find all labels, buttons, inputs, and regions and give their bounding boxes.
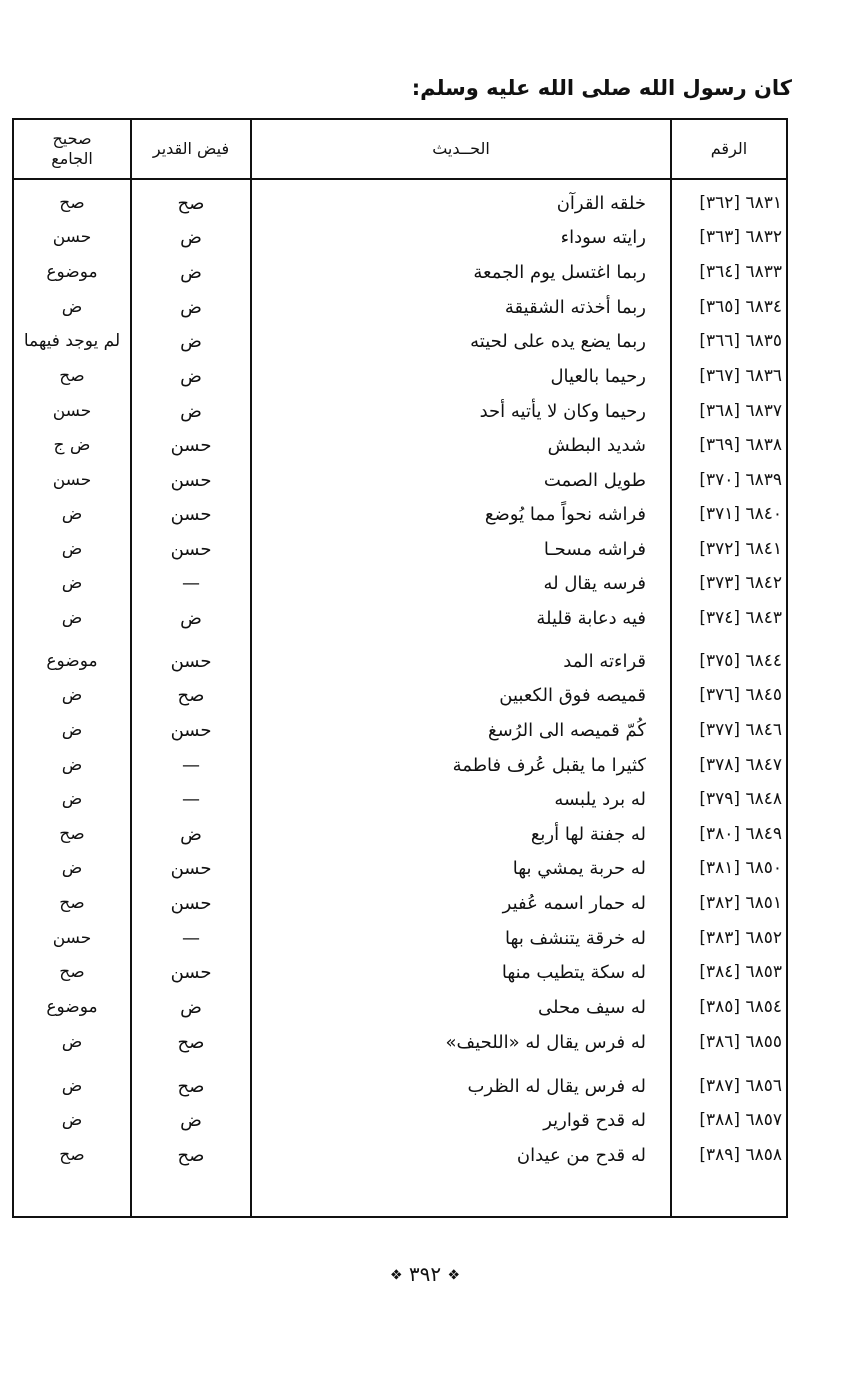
faid-grade: ض <box>180 400 202 422</box>
sahih-grade: ض <box>61 1032 83 1052</box>
sahih-grade: صح <box>59 193 85 213</box>
faid-grade: صح <box>177 1031 205 1053</box>
table-row <box>14 428 786 462</box>
table-row <box>14 955 786 989</box>
sahih-grade: صح <box>59 1145 85 1165</box>
sahih-grade: موضوع <box>46 651 98 671</box>
header-number <box>670 120 788 178</box>
hadith-text: رحيما بالعيال <box>550 365 646 387</box>
hadith-number: ٦٨٥٥ [٣٨٦] <box>699 1032 782 1052</box>
table-row <box>14 1103 786 1137</box>
sahih-grade: ض <box>61 504 83 524</box>
table-row <box>14 851 786 885</box>
sahih-grade: ض ج <box>53 435 91 455</box>
hadith-number: ٦٨٤٦ [٣٧٧] <box>699 720 782 740</box>
hadith-table <box>12 118 788 1218</box>
hadith-text: له فرس يقال له «اللحيف» <box>445 1031 646 1053</box>
table-row <box>14 1069 786 1103</box>
hadith-text: شديد البطش <box>547 434 646 456</box>
table-row <box>14 497 786 531</box>
hadith-number: ٦٨٣٢ [٣٦٣] <box>699 227 782 247</box>
hadith-number: ٦٨٣٤ [٣٦٥] <box>699 297 782 317</box>
header-sahih-line1: صحيح <box>52 129 92 148</box>
page-number-label: ٣٩٢ <box>408 1262 442 1286</box>
hadith-text: فراشه نحواً مما يُوضع <box>484 503 646 525</box>
hadith-number: ٦٨٣١ [٣٦٢] <box>699 193 782 213</box>
faid-grade: حسن <box>170 434 212 456</box>
hadith-text: له حمار اسمه عُفير <box>502 892 646 914</box>
header-number-label: الرقم <box>710 139 748 158</box>
faid-grade: حسن <box>170 892 212 914</box>
sahih-grade: حسن <box>52 928 92 948</box>
hadith-number: ٦٨٤٩ [٣٨٠] <box>699 824 782 844</box>
hadith-number: ٦٨٥٤ [٣٨٥] <box>699 997 782 1017</box>
hadith-number: ٦٨٥٨ [٣٨٩] <box>699 1145 782 1165</box>
hadith-number: ٦٨٥٦ [٣٨٧] <box>699 1076 782 1096</box>
hadith-text: له سيف محلى <box>538 996 646 1018</box>
table-row <box>14 1025 786 1059</box>
sahih-grade: لم يوجد فيهما <box>23 331 121 351</box>
hadith-text: له جفنة لها أربع <box>530 823 646 845</box>
header-faid <box>132 120 250 178</box>
hadith-number: ٦٨٥٣ [٣٨٤] <box>699 962 782 982</box>
table-row <box>14 186 786 220</box>
header-sahih-line2: الجامع <box>51 149 93 168</box>
hadith-text: له خرقة يتنشف بها <box>505 927 646 949</box>
header-hadith-label: الحــديث <box>432 139 490 158</box>
faid-grade: ض <box>180 1109 202 1131</box>
sahih-grade: صح <box>59 824 85 844</box>
sahih-grade: ض <box>61 789 83 809</box>
hadith-number: ٦٨٣٦ [٣٦٧] <box>699 366 782 386</box>
faid-grade: صح <box>177 1144 205 1166</box>
hadith-text: له برد يلبسه <box>554 788 646 810</box>
faid-grade: — <box>182 927 200 949</box>
hadith-text: فراشه مسحـا <box>543 538 646 560</box>
table-row <box>14 990 786 1024</box>
faid-grade: حسن <box>170 469 212 491</box>
table-row <box>14 921 786 955</box>
hadith-number: ٦٨٥٠ [٣٨١] <box>699 858 782 878</box>
table-row <box>14 644 786 678</box>
hadith-text: له قدح قوارير <box>543 1109 646 1131</box>
faid-grade: ض <box>180 261 202 283</box>
page-heading: كان رسول الله صلى الله عليه وسلم: <box>411 76 792 100</box>
table-row <box>14 394 786 428</box>
sahih-grade: حسن <box>52 401 92 421</box>
faid-grade: حسن <box>170 503 212 525</box>
ornament-icon: ❖ <box>389 1267 403 1284</box>
table-row <box>14 748 786 782</box>
sahih-grade: موضوع <box>46 262 98 282</box>
sahih-grade: ض <box>61 1110 83 1130</box>
faid-grade: ض <box>180 365 202 387</box>
hadith-text: ربما اغتسل يوم الجمعة <box>473 261 646 283</box>
faid-grade: ض <box>180 330 202 352</box>
ornament-icon: ❖ <box>447 1267 461 1284</box>
table-row <box>14 782 786 816</box>
hadith-text: رحيما وكان لا يأتيه أحد <box>479 400 646 422</box>
table-row <box>14 324 786 358</box>
hadith-text: طويل الصمت <box>543 469 646 491</box>
hadith-text: له فرس يقال له الظرب <box>467 1075 646 1097</box>
sahih-grade: صح <box>59 893 85 913</box>
faid-grade: — <box>182 572 200 594</box>
hadith-number: ٦٨٤٠ [٣٧١] <box>699 504 782 524</box>
table-row <box>14 817 786 851</box>
sahih-grade: موضوع <box>46 997 98 1017</box>
faid-grade: ض <box>180 296 202 318</box>
faid-grade: — <box>182 788 200 810</box>
table-row <box>14 678 786 712</box>
hadith-number: ٦٨٤٣ [٣٧٤] <box>699 608 782 628</box>
hadith-number: ٦٨٥١ [٣٨٢] <box>699 893 782 913</box>
hadith-number: ٦٨٣٨ [٣٦٩] <box>699 435 782 455</box>
header-faid-label: فيض القدير <box>152 139 230 158</box>
faid-grade: حسن <box>170 538 212 560</box>
table-row <box>14 713 786 747</box>
hadith-text: ربما أخذته الشقيقة <box>504 296 646 318</box>
hadith-text: قراءته المد <box>563 650 646 672</box>
sahih-grade: ض <box>61 608 83 628</box>
hadith-text: قميصه فوق الكعبين <box>499 684 646 706</box>
sahih-grade: حسن <box>52 470 92 490</box>
sahih-grade: صح <box>59 366 85 386</box>
faid-grade: — <box>182 754 200 776</box>
hadith-number: ٦٨٤٤ [٣٧٥] <box>699 651 782 671</box>
sahih-grade: ض <box>61 573 83 593</box>
table-row <box>14 532 786 566</box>
table-row <box>14 290 786 324</box>
hadith-number: ٦٨٥٧ [٣٨٨] <box>699 1110 782 1130</box>
hadith-text: كثيرا ما يقبل عُرف فاطمة <box>452 754 646 776</box>
sahih-grade: ض <box>61 539 83 559</box>
hadith-number: ٦٨٣٩ [٣٧٠] <box>699 470 782 490</box>
table-row <box>14 463 786 497</box>
sahih-grade: ض <box>61 297 83 317</box>
faid-grade: صح <box>177 684 205 706</box>
page-number <box>0 1262 850 1286</box>
faid-grade: صح <box>177 1075 205 1097</box>
faid-grade: حسن <box>170 857 212 879</box>
faid-grade: ض <box>180 996 202 1018</box>
header-sahih <box>14 120 130 178</box>
hadith-text: كُمّ قميصه الى الرُسغ <box>488 719 646 741</box>
table-row <box>14 1138 786 1172</box>
hadith-number: ٦٨٣٧ [٣٦٨] <box>699 401 782 421</box>
sahih-grade: حسن <box>52 227 92 247</box>
hadith-text: خلقه القرآن <box>556 192 646 214</box>
faid-grade: ض <box>180 823 202 845</box>
sahih-grade: ض <box>61 755 83 775</box>
table-row <box>14 220 786 254</box>
sahih-grade: ض <box>61 685 83 705</box>
hadith-number: ٦٨٣٣ [٣٦٤] <box>699 262 782 282</box>
hadith-text: فرسه يقال له <box>543 572 646 594</box>
header-divider <box>14 178 786 180</box>
table-row <box>14 886 786 920</box>
hadith-number: ٦٨٤٢ [٣٧٣] <box>699 573 782 593</box>
hadith-number: ٦٨٤١ [٣٧٢] <box>699 539 782 559</box>
sahih-grade: ض <box>61 720 83 740</box>
table-row <box>14 255 786 289</box>
faid-grade: حسن <box>170 961 212 983</box>
hadith-text: له سكة يتطيب منها <box>501 961 646 983</box>
header-hadith <box>252 120 670 178</box>
table-row <box>14 566 786 600</box>
faid-grade: ض <box>180 226 202 248</box>
hadith-number: ٦٨٤٧ [٣٧٨] <box>699 755 782 775</box>
hadith-number: ٦٨٤٥ [٣٧٦] <box>699 685 782 705</box>
hadith-text: رايته سوداء <box>560 226 646 248</box>
hadith-text: له حربة يمشي بها <box>512 857 646 879</box>
hadith-text: له قدح من عيدان <box>516 1144 646 1166</box>
sahih-grade: ض <box>61 858 83 878</box>
hadith-number: ٦٨٤٨ [٣٧٩] <box>699 789 782 809</box>
faid-grade: ض <box>180 607 202 629</box>
faid-grade: حسن <box>170 650 212 672</box>
hadith-text: فيه دعابة قليلة <box>536 607 646 629</box>
hadith-text: ربما يضع يده على لحيته <box>470 330 646 352</box>
hadith-number: ٦٨٥٢ [٣٨٣] <box>699 928 782 948</box>
sahih-grade: صح <box>59 962 85 982</box>
sahih-grade: ض <box>61 1076 83 1096</box>
faid-grade: صح <box>177 192 205 214</box>
table-row <box>14 359 786 393</box>
hadith-number: ٦٨٣٥ [٣٦٦] <box>699 331 782 351</box>
table-row <box>14 601 786 635</box>
faid-grade: حسن <box>170 719 212 741</box>
